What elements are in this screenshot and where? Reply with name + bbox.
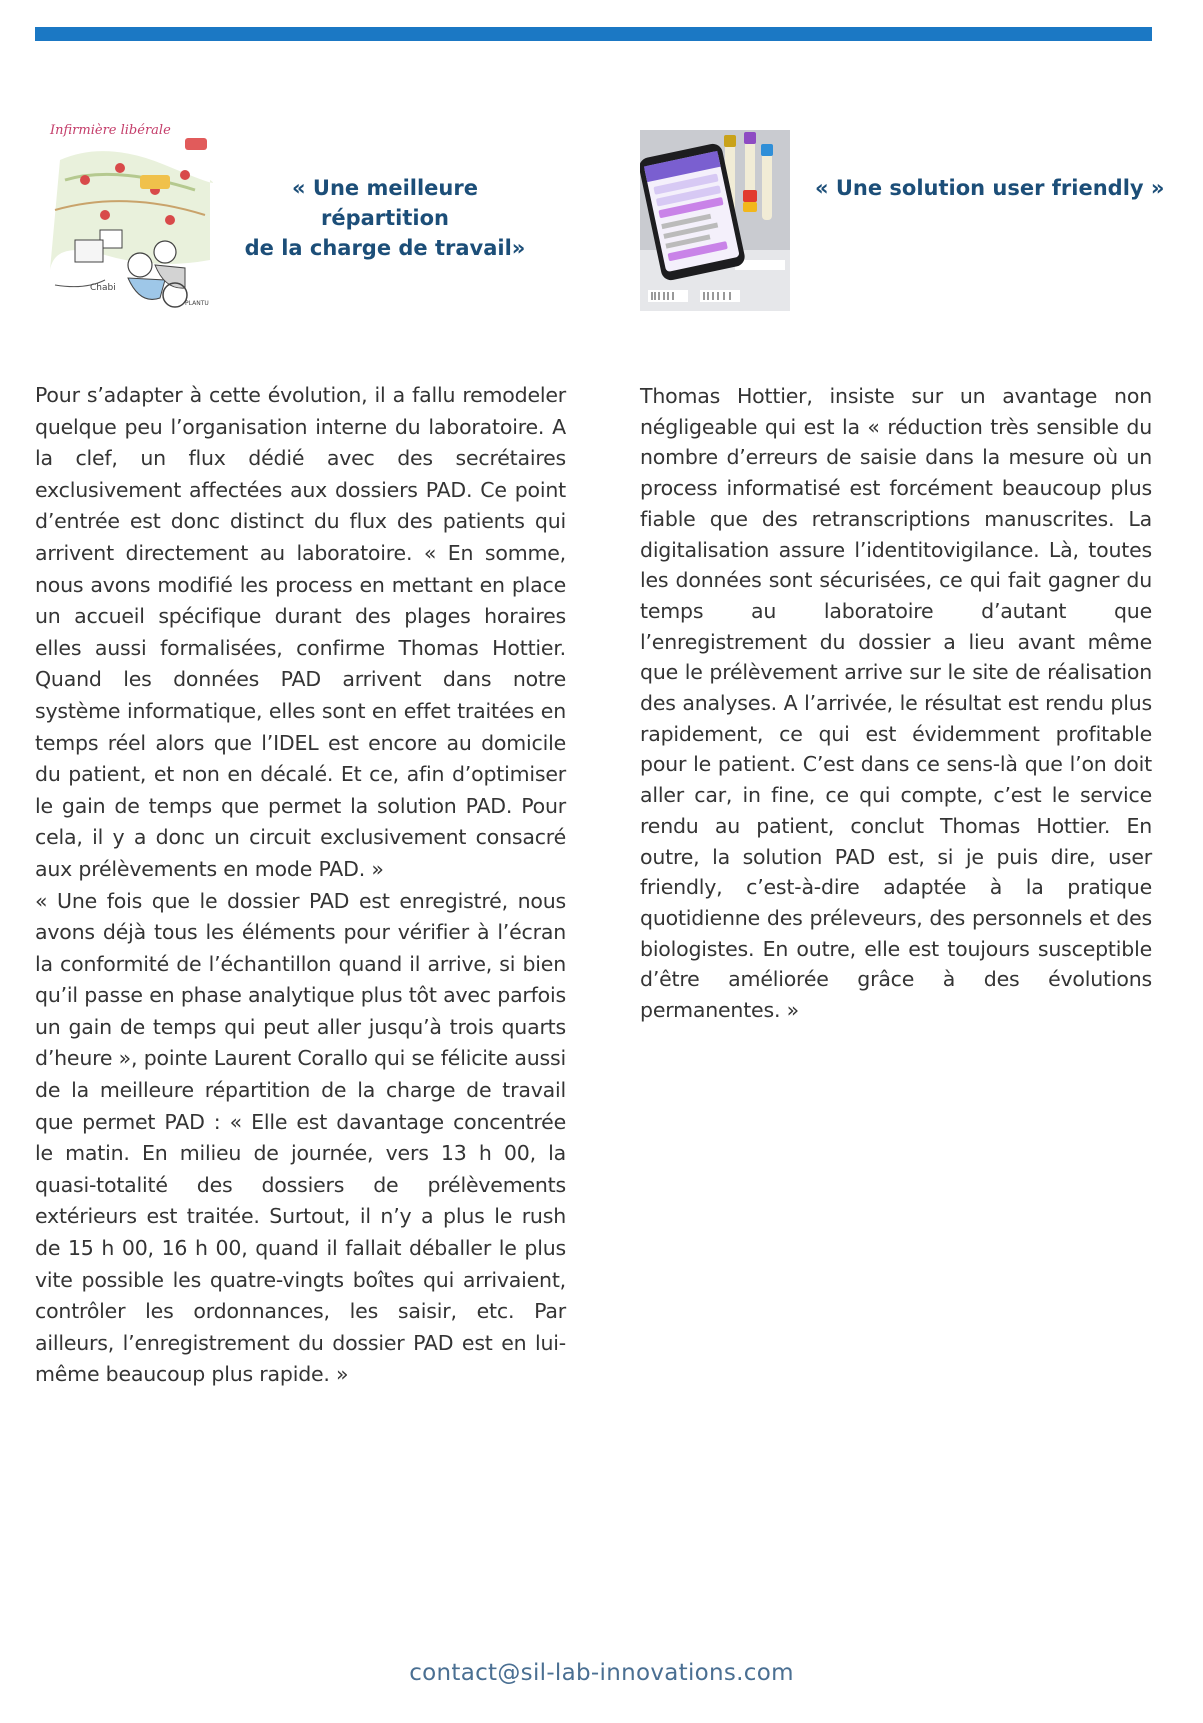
quote-left-line1: « Une meilleure répartition xyxy=(292,176,478,230)
smartphone-and-test-tubes-icon xyxy=(640,130,790,311)
svg-text:PLANTU: PLANTU xyxy=(185,300,209,307)
nurse-cartoon-illustration xyxy=(45,120,215,310)
smartphone-test-tubes-photo xyxy=(640,130,790,311)
quote-right: « Une solution user friendly » xyxy=(815,176,1165,200)
paragraph-left-2: « Une fois que le dossier PAD est enregistré, nous avons déjà tous les éléments pour vérifier à l’écran la conformité de l’échantillon quand il arrive, si bien qu’il passe en phase analytique plus tôt avec parfois un gain de temps qui peut aller jusqu’à trois quarts d’heure », pointe Laurent Corallo qui se félicite aussi de la meilleure répartition de la charge de travail que permet PAD : « Elle est davantage concentrée le matin. En milieu de journée, vers 13 h 00, la quasi-totalité des dossiers de prélèvements extérieurs est traitée. Surtout, il n’y a plus le rush de 15 h 00, 16 h 00, quand il fallait déballer le plus vite possible les quatre-vingts boîtes qui arrivaient, contrôler les ordonnances, les saisir, etc. Par ailleurs, l’enregistrement du dossier PAD est en lui-même beaucoup plus rapide. » xyxy=(35,888,566,1387)
nurse-cartoon-icon xyxy=(45,120,215,310)
paragraph-right-1: Thomas Hottier, insiste sur un avantage non négligeable qui est la « réduction très sensible du nombre d’erreurs de saisie dans la mesure où un process informatisé est forcément beaucoup plus fiable que des retranscriptions manuscrites. La digitalisation assure l’identitovigilance. Là, toutes les données sont sécurisées, ce qui fait gagner du temps au laboratoire d’autant que l’enregistrement du dossier a lieu avant même que le prélèvement arrive sur le site de réalisation des analyses. A l’arrivée, le résultat est rendu plus rapidement, ce qui est évidemment profitable pour le patient. C’est dans ce sens-là que l’on doit aller car, in fine, ce qui compte, c’est le service rendu au patient, conclut Thomas Hottier. En outre, la solution PAD est, si je puis dire, user friendly, c’est-à-dire adaptée à la pratique quotidienne des préleveurs, des personnels et des biologistes. En outre, elle est toujours susceptible d’être améliorée grâce à des évolutions permanentes. » xyxy=(640,384,1152,1023)
paragraph-left-1: Pour s’adapter à cette évolution, il a fallu remodeler quelque peu l’organisation interne du laboratoire. A la clef, un flux dédié avec des secrétaires exclusivement affectées aux dossiers PAD. Ce point d’entrée est donc distinct du flux des patients qui arrivent directement au laboratoire. « En somme, nous avons modifié les process en mettant en place un accueil spécifique durant des plages horaires elles aussi formalisées, confirme Thomas Hottier. Quand les données PAD arrivent dans notre système informatique, elles sont en effet traitées en temps réel alors que l’IDEL est encore au domicile du patient, et non en décalé. Et ce, afin d’optimiser le gain de temps que permet la solution PAD. Pour cela, il y a donc un circuit exclusivement consacré aux prélèvements en mode PAD. » xyxy=(35,383,566,881)
svg-text:Chabi: Chabi xyxy=(90,283,116,293)
footer-contact-email[interactable]: contact@sil-lab-innovations.com xyxy=(409,1660,794,1686)
quote-left-line2: de la charge de travail» xyxy=(244,236,526,260)
top-accent-bar xyxy=(35,27,1152,41)
article-column-left xyxy=(35,380,566,1391)
article-column-right xyxy=(640,381,1152,1026)
quote-left xyxy=(228,173,542,263)
figure-caption: Infirmière libérale xyxy=(50,123,171,138)
